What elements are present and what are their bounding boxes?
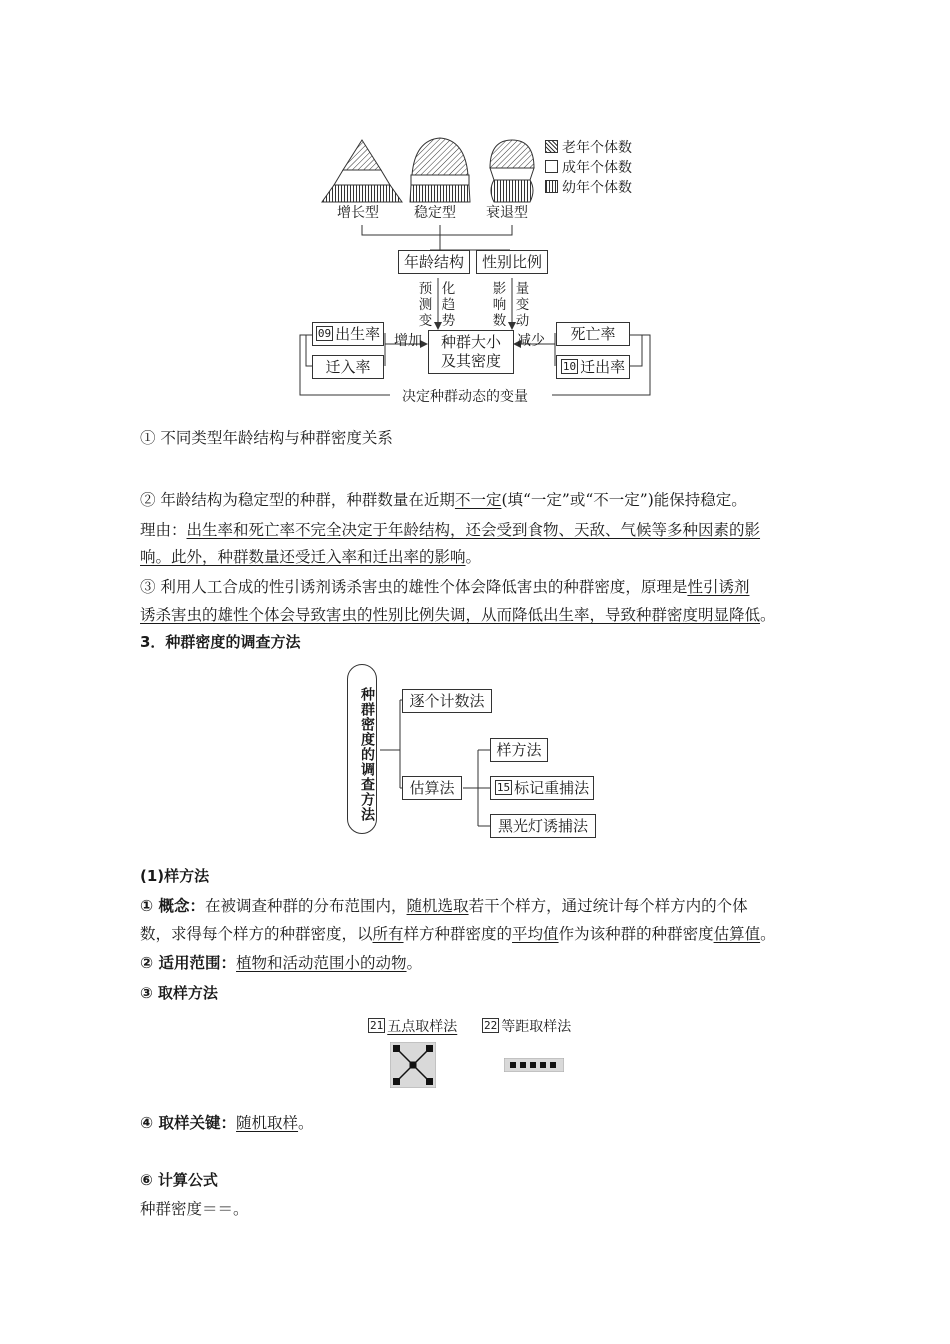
young-swatch-icon <box>545 180 558 193</box>
arrow-text-amount: 量变动 <box>515 281 530 329</box>
five-point-label: 21 五点取样法 <box>370 1019 458 1035</box>
para-reason-line1: 理由：出生率和死亡率不完全决定于年龄结构，还会受到食物、天敌、气候等多种因素的影 <box>140 521 761 539</box>
five-point-sampling-icon <box>390 1042 436 1088</box>
equal-distance-sampling-icon <box>504 1058 564 1072</box>
formula-label: ⑥ 计算公式 <box>140 1171 218 1189</box>
heading-survey-methods: 3．种群密度的调查方法 <box>140 633 301 651</box>
blank-number-10: 10 <box>562 360 577 373</box>
concept-line2: 数，求得每个样方的种群密度，以所有样方种群密度的平均值作为该种群的种群密度估算值。 <box>140 925 776 943</box>
blank-number-15: 15 <box>496 781 511 794</box>
blank-number-21: 21 <box>370 1019 384 1032</box>
box-emigration-rate: 10 迁出率 <box>556 355 630 379</box>
growth-pyramid-icon <box>322 140 402 202</box>
box-age-structure: 年龄结构 <box>398 250 470 274</box>
legend-old: 老年个体数 <box>545 138 632 158</box>
legend-young: 幼年个体数 <box>545 178 632 198</box>
para-reason-line2: 响。此外，种群数量还受迁入率和迁出率的影响。 <box>140 548 482 566</box>
label-decrease: 减少 <box>517 333 545 349</box>
adult-swatch-icon <box>545 160 558 173</box>
label-growth: 增长型 <box>337 205 379 221</box>
box-estimation: 估算法 <box>402 776 462 800</box>
label-increase: 增加 <box>394 333 422 349</box>
box-direct-count: 逐个计数法 <box>402 689 492 713</box>
answer-estimate: 估算值 <box>713 925 761 943</box>
box-immigration-rate: 迁入率 <box>312 355 384 379</box>
declining-urn-icon <box>490 140 534 202</box>
stable-bell-icon <box>410 138 470 202</box>
answer-not-certain: 不一定 <box>454 491 502 509</box>
sampling-method-label: ③ 取样方法 <box>140 984 218 1002</box>
box-population-size-density: 种群大小 及其密度 <box>428 330 514 374</box>
answer-principle: 性引诱剂 <box>687 578 750 596</box>
answer-random-select: 随机选取 <box>406 897 469 915</box>
legend-adult: 成年个体数 <box>545 158 632 178</box>
label-declining: 衰退型 <box>486 205 528 221</box>
answer-scope: 植物和活动范围小的动物 <box>236 954 407 972</box>
blank-number-22: 22 <box>484 1019 498 1032</box>
sampling-key-line: ④ 取样关键：随机取样。 <box>140 1114 314 1132</box>
para-stable-question: ② 年龄结构为稳定型的种群，种群数量在近期不一定(填“一定”或“不一定”)能保持稳定。 <box>140 491 747 509</box>
label-population-dynamics: 决定种群动态的变量 <box>398 387 532 407</box>
concept-line1: ① 概念：在被调查种群的分布范围内，随机选取若干个样方，通过统计每个样方内的个体 <box>140 897 748 915</box>
para-age-density-relation: ① 不同类型年龄结构与种群密度关系 <box>140 429 393 447</box>
method-root-box: 种群密度的调查方法 <box>347 664 377 834</box>
arrow-text-trend: 化趋势 <box>441 281 456 329</box>
para-pheromone-line2: 诱杀害虫的雄性个体会导致害虫的性别比例失调，从而降低出生率，导致种群密度明显降低。 <box>140 606 776 624</box>
box-light-trap: 黑光灯诱捕法 <box>490 814 596 838</box>
equal-distance-label: 22 等距取样法 <box>484 1019 572 1035</box>
scope-line: ② 适用范围：植物和活动范围小的动物。 <box>140 954 423 972</box>
blank-number-09: 09 <box>317 327 332 340</box>
para-pheromone-line1: ③ 利用人工合成的性引诱剂诱杀害虫的雄性个体会降低害虫的种群密度，原理是性引诱剂 <box>140 578 750 596</box>
answer-reason: 出生率和死亡率不完全决定于年龄结构，还会受到食物、天敌、气候等多种因素的影 <box>186 521 761 539</box>
answer-all: 所有 <box>372 925 404 943</box>
box-mark-recapture: 15 标记重捕法 <box>490 776 594 800</box>
box-sex-ratio: 性别比例 <box>476 250 548 274</box>
answer-average: 平均值 <box>512 925 559 943</box>
subheading-quadrat: (1)样方法 <box>140 867 210 885</box>
answer-random-sampling: 随机取样 <box>236 1114 299 1132</box>
old-swatch-icon <box>545 140 558 153</box>
box-quadrat-method: 样方法 <box>490 738 548 762</box>
arrow-text-predict: 预测变 <box>418 281 433 329</box>
box-birth-rate: 09 出生率 <box>312 322 384 346</box>
formula-line: 种群密度＝＝。 <box>140 1200 249 1218</box>
box-death-rate: 死亡率 <box>556 322 630 346</box>
arrow-text-affect: 影响数 <box>492 281 507 329</box>
label-stable: 稳定型 <box>414 205 456 221</box>
